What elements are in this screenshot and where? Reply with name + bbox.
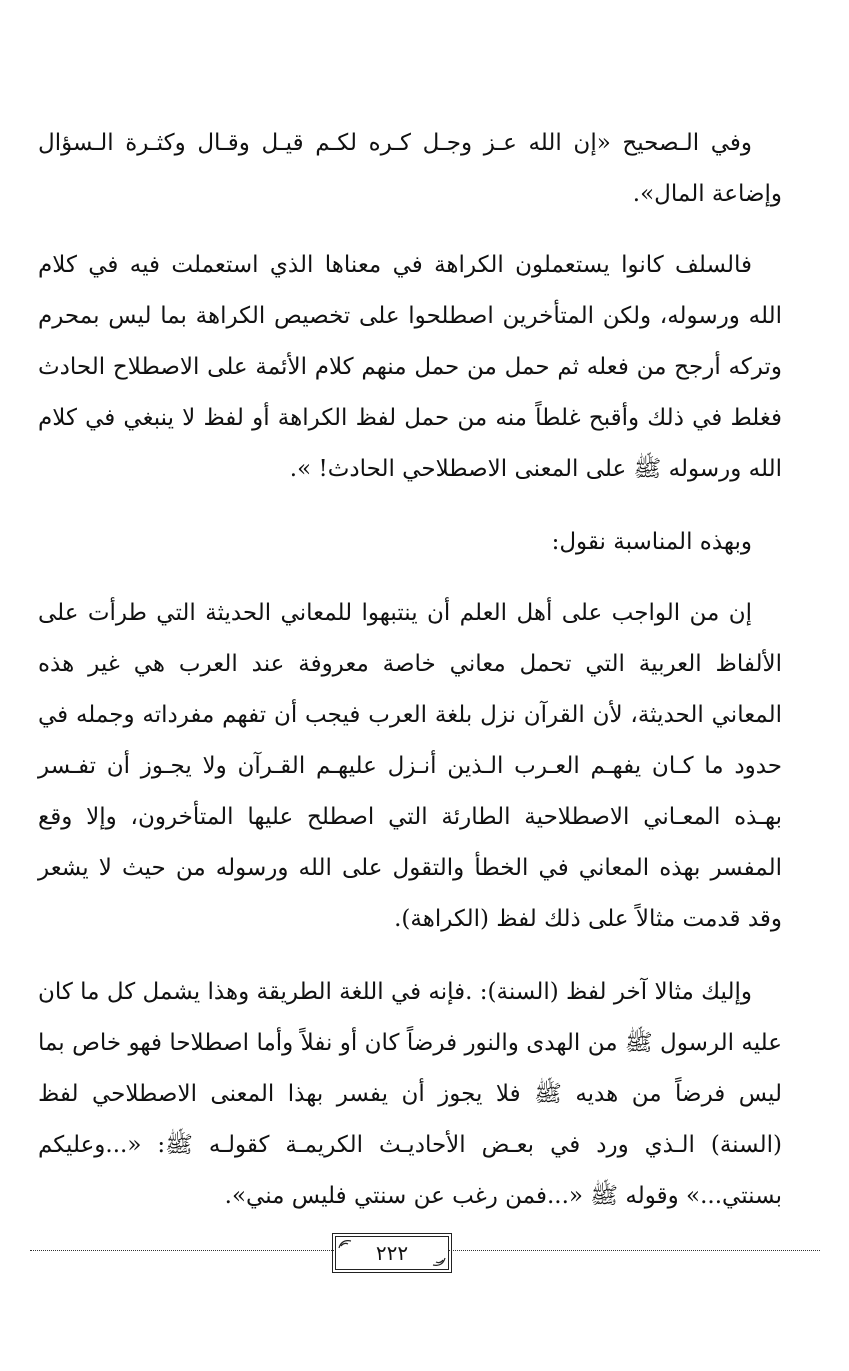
paragraph-sunnah-example: وإليك مثالا آخر لفظ (السنة): .فإنه في اللغة الطريقة وهذا يشمل كل ما كان عليه الرسول ﷺ من الهدى والنور فرضاً كان أو نفلاً وأما اصطلاحا فهو خاص بما ليس فرضاً من هديه ﷺ فلا يجوز أن يفسر بهذا المعنى الاصطلاحي لفظ (السنة) الـذي ورد في بعـض الأحاديـث الكريمـة كقولـه ﷺ: «...وعليكم بسنتي...» وقوله ﷺ «...فمن رغب عن سنتي فليس مني». (38, 979, 782, 1209)
paragraph-hadith-quote: وفي الـصحيح «إن الله عـز وجـل كـره لكـم قيـل وقـال وكثـرة الـسؤال وإضاعة المال». (38, 130, 782, 207)
page-number-frame (335, 1236, 449, 1270)
page-body (38, 118, 782, 1244)
paragraph-occasion: وبهذه المناسبة نقول: (551, 529, 752, 555)
paragraph-modern-meanings: إن من الواجب على أهل العلم أن ينتبهوا للمعاني الحديثة التي طرأت على الألفاظ العربية التي تحمل معاني خاصة معروفة عند العرب هي غير هذه المعاني الحديثة، لأن القرآن نزل بلغة العرب فيجب أن تفهم مفرداته وجمله في حدود ما كـان يفهـم العـرب الـذين أنـزل عليهـم القـرآن ولا يجـوز أن تفـسر بهـذه المعـاني الاصطلاحية الطارئة التي اصطلح عليها المتأخرون، وإلا وقع المفسر بهذه المعاني في الخطأ والتقول على الله ورسوله من حيث لا يشعر وقد قدمت مثالاً على ذلك لفظ (الكراهة). (38, 600, 782, 932)
corner-ornament-icon (338, 1239, 352, 1249)
page-number: ٢٢٢ (375, 1241, 409, 1265)
page-footer (30, 1236, 820, 1272)
corner-ornament-icon (432, 1257, 446, 1267)
paragraph-salaf-karaha: فالسلف كانوا يستعملون الكراهة في معناها الذي استعملت فيه في كلام الله ورسوله، ولكن المتأخرين اصطلحوا على تخصيص الكراهة بما ليس بمحرم وتركه أرجح من فعله ثم حمل من حمل منهم كلام الأئمة على الاصطلاح الحادث فغلط في ذلك وأقبح غلطاً منه من حمل لفظ الكراهة أو لفظ لا ينبغي في كلام الله ورسوله ﷺ على المعنى الاصطلاحي الحادث! ». (38, 252, 782, 482)
